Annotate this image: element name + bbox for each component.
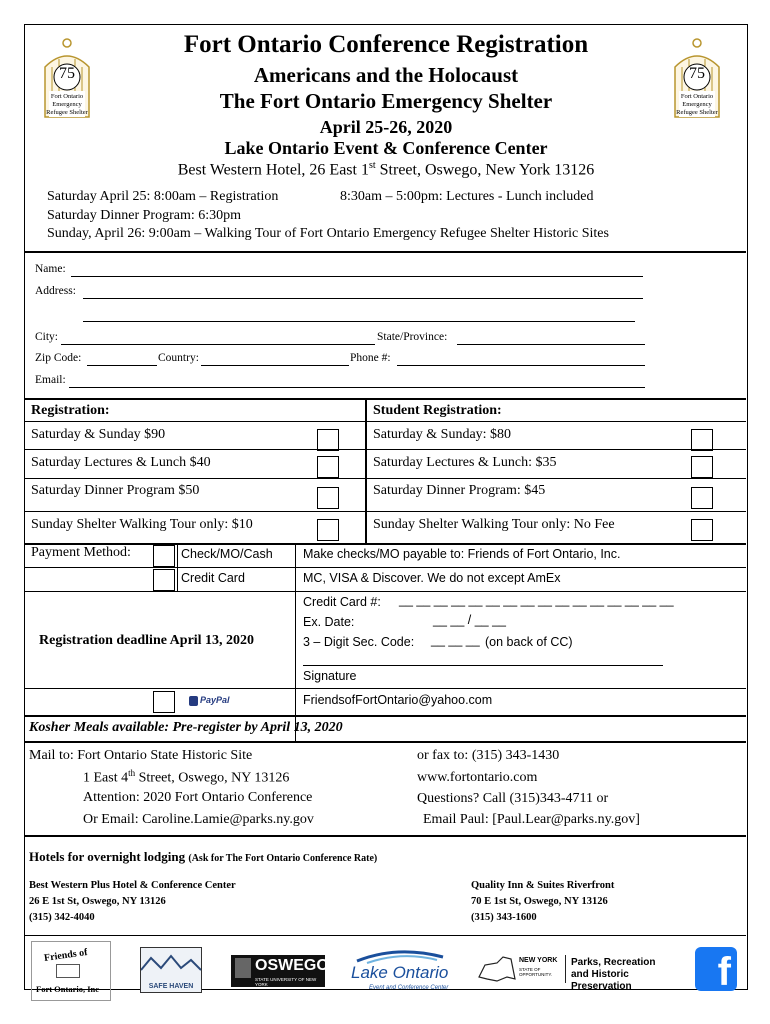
address-label: Address:	[35, 285, 76, 297]
paypal-checkbox[interactable]	[153, 691, 175, 713]
event-address: Best Western Hotel, 26 East 1st Street, Oswego, New York 13126	[177, 160, 595, 179]
state-field[interactable]	[457, 344, 645, 345]
schedule-line-1-right: 8:30am – 5:00pm: Lectures - Lunch included	[340, 189, 594, 204]
student-item-1: Saturday & Sunday: $80	[373, 427, 512, 442]
sec-code-note: (on back of CC)	[485, 635, 573, 649]
name-field[interactable]	[71, 276, 643, 277]
student-checkbox-3[interactable]	[691, 487, 713, 509]
email-paul: Email Paul: [Paul.Lear@parks.ny.gov]	[423, 812, 640, 827]
mail-line-4: Or Email: Caroline.Lamie@parks.ny.gov	[83, 812, 314, 827]
schedule-line-2: Saturday Dinner Program: 6:30pm	[47, 208, 242, 223]
zip-field[interactable]	[87, 365, 157, 366]
zip-label: Zip Code:	[35, 352, 82, 364]
paypal-email: FriendsofFortOntario@yahoo.com	[303, 693, 493, 707]
seal-number: 75	[689, 65, 705, 82]
student-checkbox-1[interactable]	[691, 429, 713, 451]
page-title: Fort Ontario Conference Registration	[183, 31, 589, 58]
event-venue: Lake Ontario Event & Conference Center	[224, 138, 548, 158]
registration-header: Registration:	[31, 403, 110, 418]
credit-checkbox[interactable]	[153, 569, 175, 591]
hotels-title: Hotels for overnight lodging (Ask for The Fort Ontario Conference Rate)	[29, 849, 378, 864]
reg-checkbox-4[interactable]	[317, 519, 339, 541]
oswego-logo: OSWEGO STATE UNIVERSITY OF NEW YORK	[231, 955, 325, 987]
mail-line-3: Attention: 2020 Fort Ontario Conference	[83, 790, 313, 805]
country-field[interactable]	[201, 365, 349, 366]
safe-haven-logo: SAFE HAVEN	[140, 947, 202, 993]
credit-option: Credit Card	[181, 571, 245, 585]
registration-form	[24, 24, 748, 994]
hotel-1: Best Western Plus Hotel & Conference Center 26 E 1st St, Oswego, NY 13126 (315) 342-4040	[29, 880, 236, 923]
state-label: State/Province:	[377, 331, 448, 343]
seal-number: 75	[59, 65, 75, 82]
mail-line-1: Mail to: Fort Ontario State Historic Site	[29, 748, 253, 763]
student-item-3: Saturday Dinner Program: $45	[373, 483, 546, 498]
cc-number-field[interactable]: __ __ __ __ __ __ __ __ __ __ __ __ __ __ __ __	[399, 593, 674, 607]
reg-item-3: Saturday Dinner Program $50	[31, 483, 200, 498]
website-link[interactable]: www.fortontario.com	[417, 770, 538, 785]
signature-label: Signature	[303, 669, 357, 683]
student-item-4: Sunday Shelter Walking Tour only: No Fee	[373, 517, 615, 532]
seal-text: Fort Ontario Emergency Refugee Shelter	[46, 93, 88, 116]
subtitle-2: The Fort Ontario Emergency Shelter	[219, 89, 553, 113]
city-field[interactable]	[61, 344, 375, 345]
facebook-icon[interactable]: f	[695, 947, 737, 991]
name-label: Name:	[35, 263, 66, 275]
reg-checkbox-2[interactable]	[317, 456, 339, 478]
cc-number-label: Credit Card #:	[303, 595, 381, 609]
schedule-line-1-left: Saturday April 25: 8:00am – Registration	[47, 189, 279, 204]
payment-label: Payment Method:	[31, 545, 131, 560]
reg-item-4: Sunday Shelter Walking Tour only: $10	[31, 517, 253, 532]
reg-item-2: Saturday Lectures & Lunch $40	[31, 455, 211, 470]
exp-date-label: Ex. Date:	[303, 615, 355, 629]
subtitle-1: Americans and the Holocaust	[253, 63, 519, 87]
sec-code-label: 3 – Digit Sec. Code:	[303, 635, 415, 649]
event-dates: April 25-26, 2020	[319, 117, 453, 137]
check-note: Make checks/MO payable to: Friends of Fort Ontario, Inc.	[303, 547, 621, 561]
exp-date-field[interactable]: __ __ / __ __	[433, 613, 506, 627]
check-checkbox[interactable]	[153, 545, 175, 567]
reg-checkbox-3[interactable]	[317, 487, 339, 509]
lake-ontario-logo: Lake Ontario Event and Conference Center	[347, 947, 451, 997]
student-item-2: Saturday Lectures & Lunch: $35	[373, 455, 557, 470]
phone-label: Phone #:	[350, 352, 391, 364]
city-label: City:	[35, 331, 59, 343]
nys-parks-logo: NEW YORK STATE OF OPPORTUNITY. Parks, Recreation and Historic Preservation	[477, 953, 673, 989]
reg-item-1: Saturday & Sunday $90	[31, 427, 166, 442]
address-field-2[interactable]	[83, 321, 635, 322]
address-field[interactable]	[83, 298, 643, 299]
signature-line[interactable]	[303, 665, 663, 666]
check-option: Check/MO/Cash	[181, 547, 273, 561]
paypal-logo: PayPal	[189, 695, 230, 706]
hotel-2: Quality Inn & Suites Riverfront 70 E 1st St, Oswego, NY 13126 (315) 343-1600	[471, 880, 615, 923]
reg-checkbox-1[interactable]	[317, 429, 339, 451]
kosher-note: Kosher Meals available: Pre-register by April 13, 2020	[29, 720, 343, 735]
country-label: Country:	[158, 352, 199, 364]
seal-text: Fort Ontario Emergency Refugee Shelter	[676, 93, 718, 116]
schedule-line-3: Sunday, April 26: 9:00am – Walking Tour of Fort Ontario Emergency Refugee Shelter Historic Sites	[47, 226, 609, 241]
phone-field[interactable]	[397, 365, 645, 366]
registration-deadline: Registration deadline April 13, 2020	[39, 633, 255, 648]
mail-line-2: 1 East 4th Street, Oswego, NY 13126	[83, 768, 290, 786]
friends-fort-ontario-logo: Friends of Fort Ontario, Inc	[31, 941, 111, 1001]
email-label: Email:	[35, 374, 66, 386]
student-header: Student Registration:	[373, 403, 502, 418]
student-checkbox-4[interactable]	[691, 519, 713, 541]
credit-note: MC, VISA & Discover. We do not except AmEx	[303, 571, 561, 585]
paypal-icon	[189, 696, 198, 706]
fax-line: or fax to: (315) 343-1430	[417, 748, 560, 763]
sec-code-field[interactable]: __ __ __	[431, 633, 480, 647]
student-checkbox-2[interactable]	[691, 456, 713, 478]
questions-line: Questions? Call (315)343-4711 or	[417, 791, 609, 806]
email-field[interactable]	[69, 387, 645, 388]
